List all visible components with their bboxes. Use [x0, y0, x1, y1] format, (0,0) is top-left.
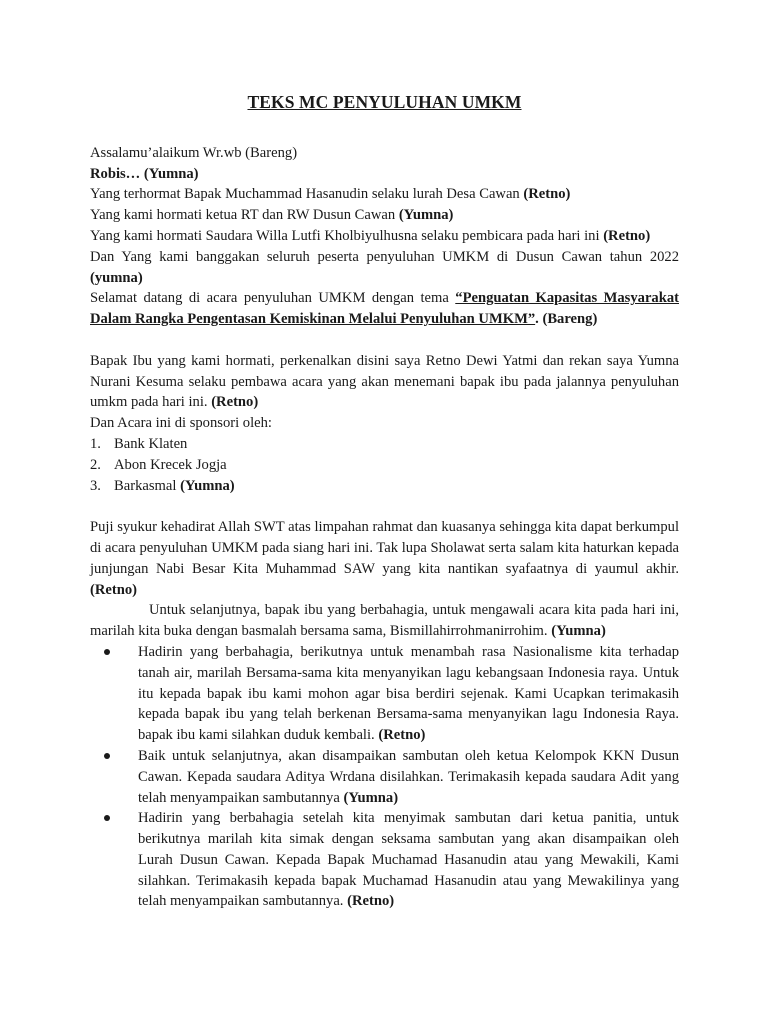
sponsor-name: Abon Krecek Jogja	[114, 456, 227, 473]
speaker-tag: (Yumna)	[398, 207, 454, 224]
list-item	[90, 476, 679, 497]
prayer-text: Puji syukur kehadirat Allah SWT atas limpahan rahmat dan kuasanya sehingga kita dapat berkumpul di acara penyuluhan UMKM pada siang hari ini. Tak lupa Sholawat serta salam kita haturkan kepada junjungan Nabi Besar Kita Muhammad SAW yang kita nantikan syafaatnya di yaumul akhir.	[90, 519, 679, 577]
document-title: TEKS MC PENYULUHAN UMKM	[247, 92, 522, 112]
intro-paragraph	[90, 351, 679, 413]
list-item	[90, 455, 679, 476]
intro-text: Bapak Ibu yang kami hormati, perkenalkan disini saya Retno Dewi Yatmi dan rekan saya Yumna Nurani Kesuma selaku pembawa acara yang akan menemani bapak ibu pada jalannya penyuluhan umkm pada hari ini.	[90, 352, 679, 411]
spacer	[90, 496, 679, 517]
opening-line-5-text: Selamat datang di acara penyuluhan UMKM dengan tema	[90, 290, 456, 307]
speaker-tag: (Retno)	[90, 581, 138, 598]
speaker-tag: (yumna)	[90, 269, 143, 286]
list-item	[90, 746, 679, 808]
prayer-paragraph	[90, 517, 679, 600]
speaker-tag: (Retno)	[347, 893, 395, 910]
agenda-bullet-list	[90, 642, 679, 912]
event-theme: “Penguatan Kapasitas Masyarakat Dalam Rangka Pengentasan Kemiskinan Melalui Penyuluhan UMKM”	[90, 290, 679, 328]
opening-line-2-text: Yang kami hormati ketua RT dan RW Dusun Cawan	[90, 207, 399, 224]
basmalah-text: Untuk selanjutnya, bapak ibu yang berbahagia, untuk mengawali acara kita pada hari ini, marilah kita buka dengan basmalah bersama sama, Bismillahirrohmanirrohim.	[90, 602, 679, 640]
bullet-text: Hadirin yang berbahagia setelah kita menyimak sambutan dari ketua panitia, untuk berikutnya marilah kita simak dengan seksama sambutan yang akan disampaikan oleh Lurah Dusun Cawan. Kepada Bapak Muchamad Hasanudin atau yang Mewakili, Kami silahkan. Terimakasih kepada bapak Muchamad Hasanudin atau yang Mewakilinya yang telah menyampaikan sambutannya.	[138, 810, 679, 910]
list-item	[90, 642, 679, 746]
prayer-section	[90, 517, 679, 642]
speaker-tag: (Retno)	[603, 227, 651, 244]
bullet-text: Hadirin yang berbahagia, berikutnya untuk menambah rasa Nasionalisme kita terhadap tanah air, marilah Bersama-sama kita menyanyikan lagu kebangsaan Indonesia raya. Untuk itu kepada bapak ibu kami mohon agar bisa berdiri sejenak. Kami Ucapkan terimakasih kepada bapak ibu yang telah berkenan Bersama-sama menyanyikan lagu Indonesia Raya. bapak ibu kami silahkan duduk kembali.	[138, 643, 679, 744]
list-item	[90, 808, 679, 912]
opening-line-4	[90, 247, 679, 289]
list-number: 2.	[90, 456, 101, 473]
opening-line-2	[90, 205, 679, 226]
opening-line-4-text: Dan Yang kami banggakan seluruh peserta penyuluhan UMKM di Dusun Cawan tahun 2022	[90, 248, 679, 265]
bullet-icon	[90, 746, 138, 808]
speaker-tag: (Yumna)	[180, 477, 235, 494]
intro-section	[90, 351, 679, 497]
speaker-tag: (Retno)	[523, 186, 571, 203]
sponsor-name: Bank Klaten	[114, 435, 188, 452]
speaker-tag: (Yumna)	[343, 789, 399, 806]
sponsor-name: Barkasmal	[114, 477, 181, 494]
greeting-line: Assalamu’alaikum Wr.wb (Bareng)	[90, 144, 298, 161]
bullet-icon	[90, 642, 138, 746]
opening-section	[90, 143, 679, 330]
opening-line-1-text: Yang terhormat Bapak Muchammad Hasanudin selaku lurah Desa Cawan	[90, 186, 524, 203]
speaker-tag: (Yumna)	[551, 623, 606, 640]
speaker-tag: (Retno)	[378, 727, 426, 744]
basmalah-paragraph	[90, 600, 679, 642]
opening-line-3	[90, 226, 679, 247]
spacer	[90, 330, 679, 351]
opening-line-5	[90, 288, 679, 330]
sponsor-lead: Dan Acara ini di sponsori oleh:	[90, 415, 272, 432]
opening-line-1	[90, 184, 679, 205]
list-item	[90, 434, 679, 455]
robis-line: Robis… (Yumna)	[90, 165, 199, 182]
sponsor-list	[90, 434, 679, 496]
list-number: 3.	[90, 477, 101, 494]
bullet-text: Baik untuk selanjutnya, akan disampaikan sambutan oleh ketua Kelompok KKN Dusun Cawan. Kepada saudara Aditya Wrdana disilahkan. Terimakasih kepada saudara Adit yang telah menyampaikan sambutannya	[138, 747, 679, 806]
bullet-icon	[90, 808, 138, 912]
speaker-tag: (Retno)	[211, 394, 259, 411]
speaker-tag: . (Bareng)	[535, 311, 598, 328]
opening-line-3-text: Yang kami hormati Saudara Willa Lutfi Kholbiyulhusna selaku pembicara pada hari ini	[90, 227, 604, 244]
list-number: 1.	[90, 435, 101, 452]
